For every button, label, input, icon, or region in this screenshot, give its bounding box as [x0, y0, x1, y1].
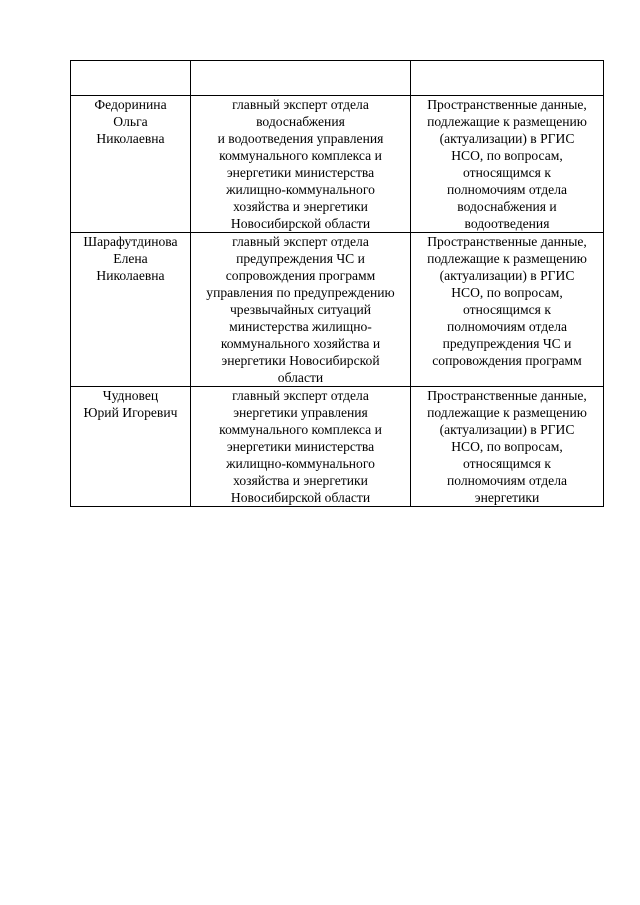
- cell-position-line: хозяйства и энергетики: [233, 199, 368, 214]
- cell-employee-name: [71, 387, 191, 507]
- cell-employee-name-line: Елена: [113, 251, 148, 266]
- cell-spatial-data-line: Пространственные данные,: [427, 388, 587, 403]
- cell-spatial-data-line: (актуализации) в РГИС: [439, 268, 575, 283]
- cell-employee-name: [71, 233, 191, 387]
- cell-position-line: жилищно-коммунального: [226, 456, 375, 471]
- cell-spatial-data-line: (актуализации) в РГИС: [439, 131, 575, 146]
- cell-position-line: сопровождения программ: [225, 268, 376, 283]
- cell-position-line: Новосибирской области: [230, 216, 371, 231]
- table-row: [71, 387, 604, 507]
- cell-spatial-data-line: подлежащие к размещению: [427, 114, 587, 129]
- cell-position-line: энергетики министерства: [226, 439, 375, 454]
- cell-spatial-data-line: относящимся к: [463, 456, 551, 471]
- table-body: [71, 61, 604, 507]
- responsibility-table: [70, 60, 604, 507]
- cell-employee-name-line: Ольга: [113, 114, 148, 129]
- cell-spatial-data-line: полномочиям отдела: [446, 319, 568, 334]
- cell-employee-name-line: Николаевна: [96, 268, 165, 283]
- header-cell-name: [71, 61, 191, 96]
- cell-position-line: хозяйства и энергетики: [233, 473, 368, 488]
- cell-position-line: предупреждения ЧС и: [236, 251, 365, 266]
- cell-employee-name-line: Федоринина: [94, 97, 167, 112]
- cell-position-line: энергетики министерства: [226, 165, 375, 180]
- cell-employee-name-line: Юрий Игоревич: [83, 405, 178, 420]
- header-cell-position: [191, 61, 411, 96]
- cell-spatial-data-line: относящимся к: [463, 302, 551, 317]
- cell-position-line: главный эксперт отдела: [232, 97, 369, 112]
- cell-position-line: главный эксперт отдела: [232, 388, 369, 403]
- cell-spatial-data-line: относящимся к: [463, 165, 551, 180]
- cell-spatial-data-line: водоотведения: [464, 216, 550, 231]
- cell-spatial-data-line: Пространственные данные,: [427, 234, 587, 249]
- cell-employee-name-line: Чуднoвец: [102, 388, 159, 403]
- cell-position-line: и водоотведения управления: [217, 131, 384, 146]
- cell-spatial-data-line: предупреждения ЧС и: [442, 336, 572, 351]
- cell-position-line: чрезвычайных ситуаций: [229, 302, 372, 317]
- cell-spatial-data-line: НСО, по вопросам,: [451, 439, 563, 454]
- cell-spatial-data: [411, 233, 604, 387]
- cell-spatial-data-line: НСО, по вопросам,: [451, 285, 563, 300]
- cell-spatial-data-line: сопровождения программ: [432, 353, 582, 368]
- cell-position-line: жилищно-коммунального: [226, 182, 375, 197]
- cell-position-line: коммунального комплекса и: [219, 148, 382, 163]
- cell-position-line: управления по предупреждению: [206, 285, 395, 300]
- cell-spatial-data-line: полномочиям отдела: [446, 473, 568, 488]
- cell-spatial-data-line: энергетики: [474, 490, 540, 505]
- cell-spatial-data-line: полномочиям отдела: [446, 182, 568, 197]
- cell-position-line: министерства жилищно-: [229, 319, 372, 334]
- header-cell-data: [411, 61, 604, 96]
- cell-position-line: коммунального комплекса и: [219, 422, 382, 437]
- cell-employee-name: [71, 96, 191, 233]
- cell-position-line: области: [277, 370, 324, 385]
- cell-position-line: главный эксперт отдела: [232, 234, 369, 249]
- cell-employee-name-line: Николаевна: [96, 131, 165, 146]
- cell-spatial-data-line: подлежащие к размещению: [427, 405, 587, 420]
- table-header-row: [71, 61, 604, 96]
- cell-employee-name-line: Шарафутдинова: [83, 234, 178, 249]
- table-row: [71, 96, 604, 233]
- cell-position: [191, 96, 411, 233]
- cell-spatial-data: [411, 387, 604, 507]
- cell-spatial-data: [411, 96, 604, 233]
- cell-spatial-data-line: подлежащие к размещению: [427, 251, 587, 266]
- cell-position-line: Новосибирской области: [230, 490, 371, 505]
- cell-position-line: энергетики управления: [233, 405, 368, 420]
- cell-spatial-data-line: водоснабжения и: [457, 199, 557, 214]
- cell-spatial-data-line: Пространственные данные,: [427, 97, 587, 112]
- cell-spatial-data-line: (актуализации) в РГИС: [439, 422, 575, 437]
- cell-position: [191, 387, 411, 507]
- cell-position-line: энергетики Новосибирской: [221, 353, 380, 368]
- cell-position-line: водоснабжения: [256, 114, 345, 129]
- cell-position-line: коммунального хозяйства и: [220, 336, 381, 351]
- table-row: [71, 233, 604, 387]
- cell-spatial-data-line: НСО, по вопросам,: [451, 148, 563, 163]
- cell-position: [191, 233, 411, 387]
